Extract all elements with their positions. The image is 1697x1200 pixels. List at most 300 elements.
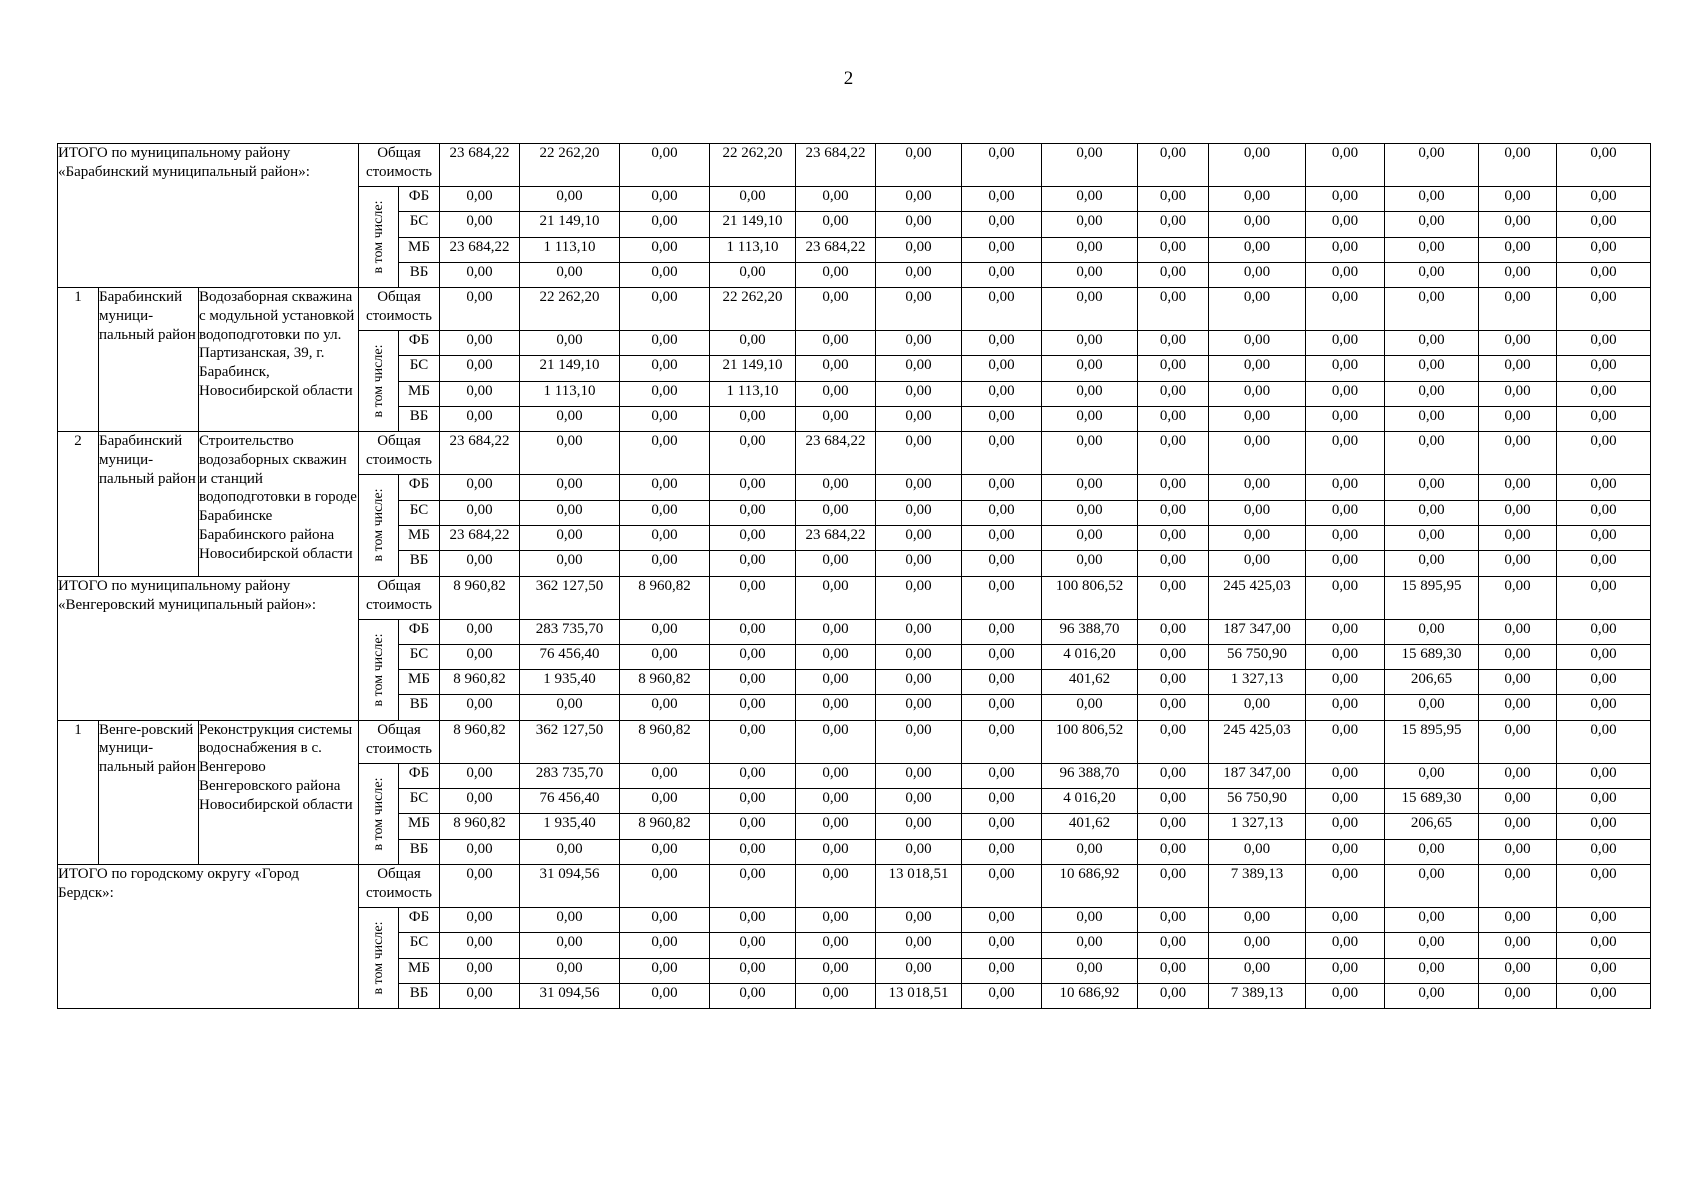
funding-value: 0,00: [440, 907, 520, 932]
total-cost-value: 8 960,82: [620, 576, 710, 619]
total-cost-value: 0,00: [1557, 288, 1651, 331]
funding-value: 0,00: [962, 933, 1042, 958]
total-cost-value: 0,00: [520, 432, 620, 475]
total-cost-value: 362 127,50: [520, 720, 620, 763]
total-cost-value: 0,00: [1042, 288, 1138, 331]
funding-value: 0,00: [1479, 933, 1557, 958]
funding-value: 0,00: [1209, 933, 1306, 958]
total-cost-value: 22 262,20: [710, 144, 796, 187]
funding-source-code: ВБ: [399, 983, 440, 1008]
total-cost-value: 22 262,20: [520, 144, 620, 187]
funding-value: 0,00: [710, 525, 796, 550]
funding-value: 0,00: [1385, 619, 1479, 644]
funding-value: 0,00: [962, 475, 1042, 500]
funding-source-code: БС: [399, 500, 440, 525]
total-cost-value: 245 425,03: [1209, 576, 1306, 619]
total-cost-value: 0,00: [1306, 864, 1385, 907]
funding-value: 0,00: [796, 551, 876, 576]
total-cost-value: 0,00: [710, 720, 796, 763]
funding-value: 0,00: [1138, 525, 1209, 550]
funding-source-code: МБ: [399, 670, 440, 695]
funding-value: 0,00: [962, 907, 1042, 932]
total-cost-value: 0,00: [620, 288, 710, 331]
funding-value: 0,00: [1209, 695, 1306, 720]
funding-value: 0,00: [620, 212, 710, 237]
funding-value: 0,00: [1306, 331, 1385, 356]
funding-value: 0,00: [1042, 695, 1138, 720]
funding-value: 0,00: [1479, 983, 1557, 1008]
funding-value: 0,00: [1138, 356, 1209, 381]
item-number: 1: [58, 288, 99, 432]
funding-value: 1 113,10: [520, 237, 620, 262]
including-label: [359, 475, 399, 576]
total-cost-value: 0,00: [710, 864, 796, 907]
funding-value: 0,00: [520, 262, 620, 287]
object-name: Строительство водозаборных скважин и станций водоподготовки в городе Барабинске Барабинского района Новосибирской области: [199, 432, 359, 576]
total-cost-value: 0,00: [1479, 288, 1557, 331]
funding-value: 0,00: [520, 475, 620, 500]
funding-value: 0,00: [1306, 212, 1385, 237]
funding-source-code: ФБ: [399, 763, 440, 788]
funding-value: 0,00: [1138, 789, 1209, 814]
total-cost-label: Общая стоимость: [359, 576, 440, 619]
funding-value: 0,00: [710, 983, 796, 1008]
funding-value: 0,00: [1209, 237, 1306, 262]
funding-value: 0,00: [876, 331, 962, 356]
funding-value: 1 935,40: [520, 814, 620, 839]
total-cost-value: 0,00: [1306, 720, 1385, 763]
funding-value: 0,00: [796, 814, 876, 839]
funding-value: 0,00: [1138, 814, 1209, 839]
total-cost-label: Общая стоимость: [359, 864, 440, 907]
total-cost-value: 0,00: [1385, 288, 1479, 331]
funding-value: 0,00: [1042, 262, 1138, 287]
total-cost-value: 0,00: [710, 576, 796, 619]
funding-value: 0,00: [1557, 619, 1651, 644]
funding-value: 0,00: [1306, 789, 1385, 814]
funding-value: 7 389,13: [1209, 983, 1306, 1008]
funding-value: 0,00: [962, 958, 1042, 983]
funding-value: 0,00: [876, 407, 962, 432]
funding-value: 15 689,30: [1385, 789, 1479, 814]
funding-value: 0,00: [710, 551, 796, 576]
funding-source-code: ВБ: [399, 262, 440, 287]
total-cost-value: 0,00: [1479, 576, 1557, 619]
funding-value: 0,00: [1479, 763, 1557, 788]
funding-value: 76 456,40: [520, 789, 620, 814]
total-cost-value: 0,00: [1479, 864, 1557, 907]
funding-value: 56 750,90: [1209, 789, 1306, 814]
funding-value: 0,00: [796, 933, 876, 958]
funding-value: 0,00: [796, 839, 876, 864]
funding-value: 0,00: [796, 789, 876, 814]
funding-value: 0,00: [1479, 500, 1557, 525]
funding-value: 0,00: [796, 212, 876, 237]
funding-value: 0,00: [1557, 331, 1651, 356]
funding-value: 0,00: [440, 262, 520, 287]
funding-value: 0,00: [710, 789, 796, 814]
total-cost-value: 0,00: [710, 432, 796, 475]
funding-value: 23 684,22: [440, 237, 520, 262]
funding-value: 0,00: [520, 958, 620, 983]
total-cost-value: 0,00: [1138, 576, 1209, 619]
funding-value: 0,00: [962, 331, 1042, 356]
funding-source-code: БС: [399, 356, 440, 381]
funding-value: 0,00: [1557, 237, 1651, 262]
funding-value: 0,00: [1557, 407, 1651, 432]
funding-value: 0,00: [1557, 839, 1651, 864]
funding-value: 0,00: [1306, 695, 1385, 720]
funding-value: 0,00: [440, 551, 520, 576]
funding-value: 0,00: [876, 187, 962, 212]
funding-value: 0,00: [620, 695, 710, 720]
funding-value: 0,00: [520, 500, 620, 525]
funding-value: 0,00: [1138, 187, 1209, 212]
funding-value: 0,00: [520, 907, 620, 932]
page-number: 2: [843, 68, 854, 89]
total-cost-value: 0,00: [1385, 432, 1479, 475]
funding-value: 0,00: [1209, 187, 1306, 212]
funding-value: 0,00: [1306, 619, 1385, 644]
funding-value: 0,00: [1138, 933, 1209, 958]
funding-value: 0,00: [876, 525, 962, 550]
funding-value: 0,00: [520, 331, 620, 356]
funding-value: 206,65: [1385, 814, 1479, 839]
funding-value: 15 689,30: [1385, 644, 1479, 669]
funding-value: 0,00: [876, 237, 962, 262]
total-cost-value: 0,00: [620, 864, 710, 907]
funding-value: 0,00: [1138, 907, 1209, 932]
total-cost-value: 0,00: [1138, 720, 1209, 763]
object-name: Реконструкция системы водоснабжения в с. Венгерово Венгеровского района Новосибирской области: [199, 720, 359, 864]
funding-value: 0,00: [620, 475, 710, 500]
funding-value: 0,00: [710, 644, 796, 669]
funding-value: 0,00: [1479, 551, 1557, 576]
total-cost-value: 0,00: [1557, 144, 1651, 187]
funding-value: 0,00: [440, 958, 520, 983]
funding-value: 0,00: [620, 933, 710, 958]
funding-value: 0,00: [1138, 262, 1209, 287]
funding-value: 0,00: [620, 619, 710, 644]
funding-value: 0,00: [1042, 212, 1138, 237]
funding-value: 0,00: [1306, 356, 1385, 381]
funding-value: 0,00: [1042, 187, 1138, 212]
funding-value: 0,00: [710, 839, 796, 864]
total-cost-value: 0,00: [1306, 432, 1385, 475]
total-cost-value: 0,00: [876, 288, 962, 331]
funding-value: 0,00: [1479, 670, 1557, 695]
including-label-text: в том числе:: [370, 777, 386, 851]
funding-value: 0,00: [1557, 500, 1651, 525]
total-cost-value: 0,00: [1138, 864, 1209, 907]
funding-value: 0,00: [1557, 475, 1651, 500]
funding-value: 0,00: [1557, 763, 1651, 788]
funding-value: 0,00: [710, 695, 796, 720]
item-number: 1: [58, 720, 99, 864]
total-cost-value: 0,00: [1479, 720, 1557, 763]
funding-value: 0,00: [710, 475, 796, 500]
funding-value: 0,00: [962, 644, 1042, 669]
funding-value: 0,00: [1479, 695, 1557, 720]
funding-value: 0,00: [1385, 695, 1479, 720]
funding-value: 0,00: [440, 331, 520, 356]
total-cost-value: 23 684,22: [440, 144, 520, 187]
funding-value: 0,00: [1557, 958, 1651, 983]
funding-value: 0,00: [1042, 933, 1138, 958]
funding-value: 0,00: [1557, 907, 1651, 932]
funding-value: 0,00: [440, 695, 520, 720]
funding-source-code: ФБ: [399, 187, 440, 212]
funding-source-code: МБ: [399, 237, 440, 262]
including-label-text: в том числе:: [370, 344, 386, 418]
funding-value: 0,00: [520, 407, 620, 432]
funding-value: 0,00: [1138, 500, 1209, 525]
funding-value: 0,00: [1138, 331, 1209, 356]
funding-value: 0,00: [876, 475, 962, 500]
funding-value: 0,00: [796, 475, 876, 500]
funding-value: 4 016,20: [1042, 789, 1138, 814]
funding-value: 401,62: [1042, 814, 1138, 839]
funding-value: 0,00: [1209, 475, 1306, 500]
funding-value: 0,00: [620, 500, 710, 525]
funding-value: 0,00: [620, 907, 710, 932]
funding-value: 0,00: [796, 695, 876, 720]
funding-value: 0,00: [1209, 551, 1306, 576]
item-total-row: [58, 720, 1651, 763]
funding-value: 0,00: [440, 475, 520, 500]
funding-source-code: ВБ: [399, 407, 440, 432]
funding-value: 0,00: [796, 983, 876, 1008]
funding-value: 0,00: [962, 695, 1042, 720]
funding-value: 0,00: [796, 381, 876, 406]
funding-value: 0,00: [1479, 958, 1557, 983]
summary-title: ИТОГО по городскому округу «Город Бердск»:: [58, 864, 359, 1008]
total-cost-value: 0,00: [1557, 720, 1651, 763]
total-cost-value: 22 262,20: [520, 288, 620, 331]
funding-value: 0,00: [710, 907, 796, 932]
funding-value: 0,00: [1479, 475, 1557, 500]
total-cost-value: 8 960,82: [440, 576, 520, 619]
funding-value: 0,00: [1385, 381, 1479, 406]
funding-value: 0,00: [796, 958, 876, 983]
total-cost-value: 0,00: [876, 576, 962, 619]
funding-value: 0,00: [1479, 407, 1557, 432]
total-cost-value: 7 389,13: [1209, 864, 1306, 907]
funding-value: 0,00: [1138, 644, 1209, 669]
funding-value: 0,00: [1042, 500, 1138, 525]
funding-value: 1 113,10: [710, 381, 796, 406]
funding-value: 10 686,92: [1042, 983, 1138, 1008]
total-cost-value: 23 684,22: [796, 144, 876, 187]
funding-value: 0,00: [1479, 907, 1557, 932]
summary-total-row: [58, 144, 1651, 187]
funding-value: 0,00: [440, 356, 520, 381]
funding-value: 0,00: [440, 407, 520, 432]
funding-value: 0,00: [1557, 525, 1651, 550]
funding-value: 0,00: [1138, 475, 1209, 500]
funding-value: 0,00: [1209, 407, 1306, 432]
funding-value: 0,00: [1385, 907, 1479, 932]
funding-source-code: МБ: [399, 525, 440, 550]
funding-value: 4 016,20: [1042, 644, 1138, 669]
funding-source-code: БС: [399, 933, 440, 958]
summary-total-row: [58, 576, 1651, 619]
funding-value: 0,00: [1042, 331, 1138, 356]
total-cost-value: 0,00: [620, 144, 710, 187]
funding-value: 0,00: [1138, 551, 1209, 576]
funding-value: 0,00: [796, 331, 876, 356]
funding-value: 0,00: [1209, 331, 1306, 356]
funding-source-code: МБ: [399, 381, 440, 406]
funding-value: 0,00: [1385, 525, 1479, 550]
funding-value: 0,00: [440, 187, 520, 212]
total-cost-value: 31 094,56: [520, 864, 620, 907]
funding-value: 0,00: [876, 644, 962, 669]
funding-value: 96 388,70: [1042, 619, 1138, 644]
funding-value: 1 113,10: [520, 381, 620, 406]
funding-value: 1 935,40: [520, 670, 620, 695]
total-cost-value: 8 960,82: [620, 720, 710, 763]
funding-value: 0,00: [1042, 839, 1138, 864]
total-cost-value: 0,00: [796, 720, 876, 763]
funding-value: 0,00: [1385, 262, 1479, 287]
funding-value: 0,00: [620, 983, 710, 1008]
funding-value: 0,00: [1209, 356, 1306, 381]
funding-value: 0,00: [1306, 525, 1385, 550]
funding-value: 0,00: [1042, 381, 1138, 406]
funding-value: 0,00: [1479, 839, 1557, 864]
funding-source-code: ФБ: [399, 331, 440, 356]
total-cost-value: 0,00: [1138, 144, 1209, 187]
funding-value: 13 018,51: [876, 983, 962, 1008]
including-label: [359, 763, 399, 864]
funding-value: 0,00: [876, 907, 962, 932]
funding-value: 0,00: [1138, 619, 1209, 644]
funding-value: 0,00: [1042, 356, 1138, 381]
funding-value: 0,00: [962, 356, 1042, 381]
funding-source-code: ВБ: [399, 839, 440, 864]
funding-value: 23 684,22: [796, 525, 876, 550]
funding-value: 0,00: [1306, 814, 1385, 839]
funding-value: 0,00: [620, 237, 710, 262]
funding-value: 0,00: [1385, 839, 1479, 864]
funding-value: 0,00: [796, 262, 876, 287]
funding-value: 0,00: [962, 789, 1042, 814]
object-name: Водозаборная скважина с модульной установкой водоподготовки по ул. Партизанская, 39, г. Барабинск, Новосибирской области: [199, 288, 359, 432]
funding-value: 0,00: [1385, 763, 1479, 788]
funding-value: 0,00: [520, 933, 620, 958]
funding-value: 8 960,82: [440, 814, 520, 839]
funding-value: 0,00: [1138, 670, 1209, 695]
funding-value: 0,00: [962, 381, 1042, 406]
funding-value: 0,00: [1042, 525, 1138, 550]
funding-value: 0,00: [796, 500, 876, 525]
funding-value: 0,00: [876, 356, 962, 381]
funding-value: 0,00: [520, 551, 620, 576]
funding-value: 0,00: [876, 500, 962, 525]
funding-value: 0,00: [440, 212, 520, 237]
funding-value: 0,00: [620, 525, 710, 550]
funding-value: 56 750,90: [1209, 644, 1306, 669]
funding-source-code: БС: [399, 212, 440, 237]
funding-value: 0,00: [1557, 933, 1651, 958]
funding-value: 0,00: [1138, 983, 1209, 1008]
item-total-row: [58, 288, 1651, 331]
funding-value: 0,00: [1138, 212, 1209, 237]
total-cost-value: 13 018,51: [876, 864, 962, 907]
total-cost-value: 0,00: [1385, 864, 1479, 907]
funding-value: 0,00: [1306, 187, 1385, 212]
total-cost-value: 0,00: [1385, 144, 1479, 187]
funding-value: 0,00: [710, 958, 796, 983]
funding-value: 0,00: [1385, 356, 1479, 381]
funding-value: 0,00: [1557, 670, 1651, 695]
funding-value: 0,00: [1385, 500, 1479, 525]
funding-value: 0,00: [440, 500, 520, 525]
total-cost-value: 0,00: [1557, 576, 1651, 619]
funding-value: 23 684,22: [796, 237, 876, 262]
funding-value: 283 735,70: [520, 619, 620, 644]
funding-value: 0,00: [710, 331, 796, 356]
funding-value: 0,00: [710, 500, 796, 525]
total-cost-value: 0,00: [440, 288, 520, 331]
funding-value: 8 960,82: [620, 814, 710, 839]
funding-value: 0,00: [1042, 907, 1138, 932]
funding-value: 0,00: [1042, 958, 1138, 983]
funding-value: 0,00: [1138, 381, 1209, 406]
funding-value: 0,00: [1138, 763, 1209, 788]
including-label: [359, 619, 399, 720]
total-cost-value: 0,00: [1557, 432, 1651, 475]
funding-value: 0,00: [876, 789, 962, 814]
funding-value: 206,65: [1385, 670, 1479, 695]
funding-value: 0,00: [1306, 983, 1385, 1008]
funding-value: 0,00: [1209, 907, 1306, 932]
funding-value: 21 149,10: [710, 356, 796, 381]
funding-value: 76 456,40: [520, 644, 620, 669]
funding-value: 0,00: [1385, 983, 1479, 1008]
funding-value: 0,00: [1557, 983, 1651, 1008]
total-cost-label: Общая стоимость: [359, 720, 440, 763]
total-cost-value: 0,00: [962, 864, 1042, 907]
funding-value: 0,00: [1479, 356, 1557, 381]
funding-value: 0,00: [1306, 933, 1385, 958]
funding-value: 0,00: [876, 695, 962, 720]
funding-value: 0,00: [1479, 187, 1557, 212]
total-cost-value: 0,00: [876, 144, 962, 187]
funding-value: 0,00: [1557, 381, 1651, 406]
funding-value: 0,00: [1209, 958, 1306, 983]
total-cost-value: 0,00: [876, 720, 962, 763]
funding-value: 0,00: [1385, 212, 1479, 237]
funding-value: 0,00: [1209, 212, 1306, 237]
funding-value: 0,00: [1209, 262, 1306, 287]
funding-value: 0,00: [962, 500, 1042, 525]
funding-value: 0,00: [1209, 500, 1306, 525]
funding-value: 0,00: [1557, 814, 1651, 839]
funding-source-code: БС: [399, 789, 440, 814]
funding-value: 0,00: [1479, 381, 1557, 406]
funding-value: 0,00: [876, 763, 962, 788]
funding-value: 0,00: [440, 763, 520, 788]
item-number: 2: [58, 432, 99, 576]
funding-value: 0,00: [1385, 933, 1479, 958]
funding-value: 0,00: [1306, 644, 1385, 669]
total-cost-value: 8 960,82: [440, 720, 520, 763]
funding-source-code: МБ: [399, 814, 440, 839]
funding-value: 0,00: [520, 839, 620, 864]
total-cost-value: 0,00: [1138, 288, 1209, 331]
